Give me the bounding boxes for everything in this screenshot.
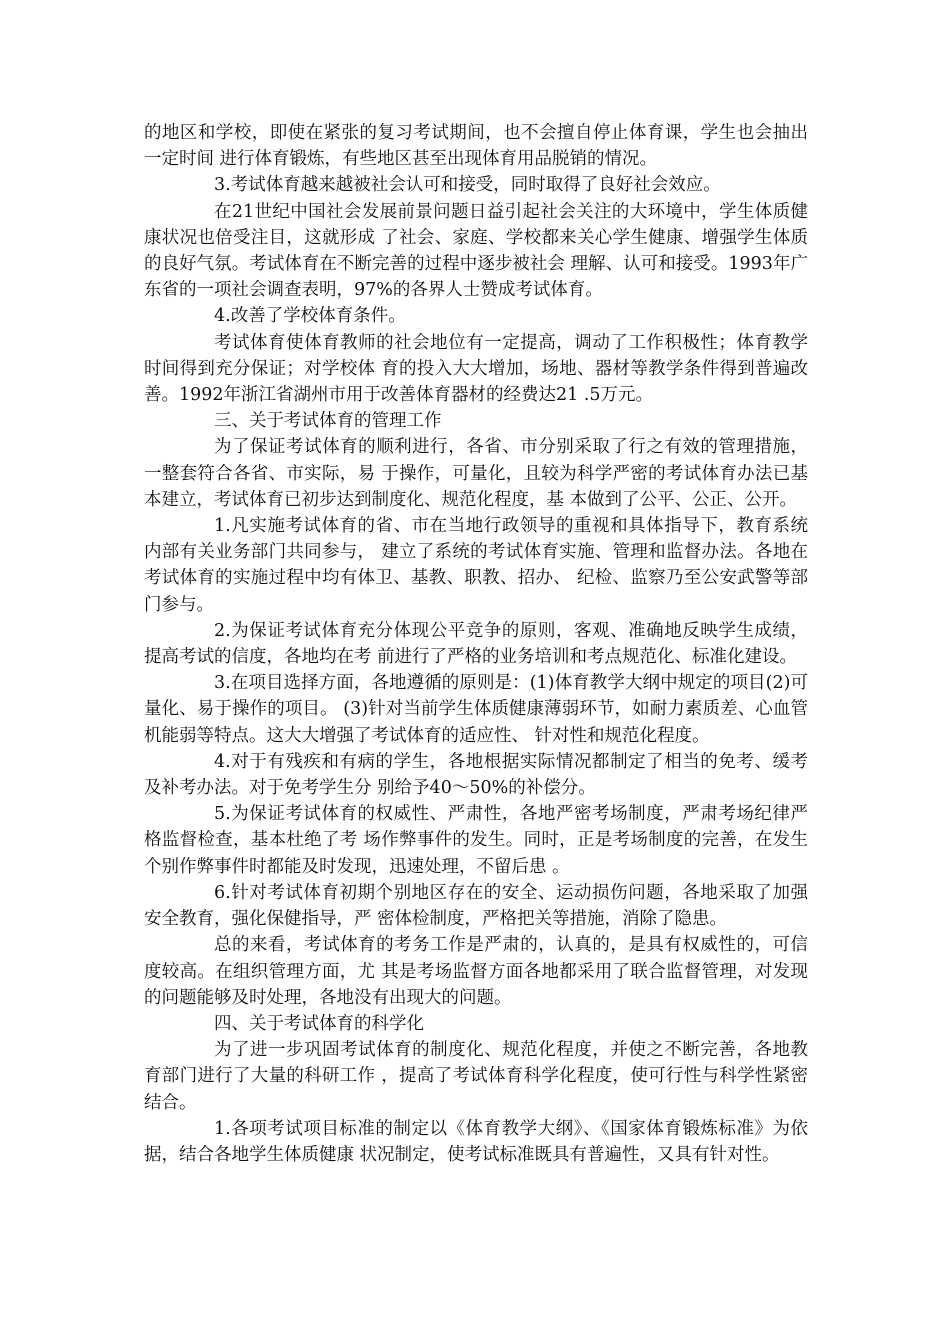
section-heading: 三、关于考试体育的管理工作 <box>214 411 442 432</box>
numbered-item: 2.为保证考试体育充分体现公平竞争的原则，客观、准确地反映学生成绩，提高考试的信度，各地均在考 前进行了严格的业务培训和考点规范化、标准化建设。 <box>144 620 808 668</box>
numbered-item: 4.对于有残疾和有病的学生，各地根据实际情况都制定了相当的免考、缓考及补考办法。对于免考学生分 别给予40～50%的补偿分。 <box>144 751 808 799</box>
numbered-item: 1.各项考试项目标准的制定以《体育教学大纲》、《国家体育锻炼标准》为依据，结合各地学生体质健康 状况制定，使考试标准既具有普遍性，又具有针对性。 <box>144 1118 808 1165</box>
body-paragraph: 总的来看，考试体育的考务工作是严肃的，认真的，是具有权威性的，可信度较高。在组织管理方面，尤 其是考场监督方面各地都采用了联合监督管理，对发现的问题能够及时处理，各地没有出现大的问题。 <box>144 935 808 1008</box>
numbered-item: 6.针对考试体育初期个别地区存在的安全、运动损伤问题，各地采取了加强安全教育，强化保健指导，严 密体检制度，严格把关等措施，消除了隐患。 <box>144 882 808 930</box>
body-paragraph: 为了保证考试体育的顺利进行，各省、市分别采取了行之有效的管理措施，一整套符合各省、市实际，易 于操作，可量化，且较为科学严密的考试体育办法已基本建立，考试体育已初步达到制度化、规范化程度，基 本做到了公平、公正、公开。 <box>144 437 808 510</box>
numbered-item: 5.为保证考试体育的权威性、严肃性，各地严密考场制度，严肃考场纪律严格监督检查，基本杜绝了考 场作弊事件的发生。同时，正是考场制度的完善，在发生个别作弊事件时都能及时发现，迅速处理，不留后患 。 <box>144 804 808 877</box>
document-page <box>144 120 808 1168</box>
section-heading: 四、关于考试体育的科学化 <box>214 1013 424 1034</box>
numbered-item: 3.在项目选择方面，各地遵循的原则是：(1)体育教学大纲中规定的项目(2)可量化、易于操作的项目。 (3)针对当前学生体质健康薄弱环节，如耐力素质差、心血管机能弱等特点。这大大增强了考试体育的适应性、 针对性和规范化程度。 <box>144 673 808 746</box>
body-paragraph: 在21世纪中国社会发展前景问题日益引起社会关注的大环境中，学生体质健康状况也倍受注目，这就形成 了社会、家庭、学校都来关心学生健康、增强学生体质的良好气氛。考试体育在不断完善的过程中逐步被社会 理解、认可和接受。1993年广东省的一项社会调查表明，97%的各界人士赞成考试体育。 <box>144 201 808 301</box>
numbered-item: 3.考试体育越来越被社会认可和接受，同时取得了良好社会效应。 <box>214 175 721 196</box>
body-paragraph: 的地区和学校，即使在紧张的复习考试期间，也不会擅自停止体育课，学生也会抽出一定时间 进行体育锻炼，有些地区甚至出现体育用品脱销的情况。 <box>144 123 808 170</box>
body-paragraph: 为了进一步巩固考试体育的制度化、规范化程度，并使之不断完善，各地教育部门进行了大量的科研工作 ，提高了考试体育科学化程度，使可行性与科学性紧密结合。 <box>144 1040 808 1113</box>
body-paragraph: 考试体育使体育教师的社会地位有一定提高，调动了工作积极性；体育教学时间得到充分保证；对学校体 育的投入大大增加，场地、器材等教学条件得到普遍改善。1992年浙江省湖州市用于改善体育器材的经费达21 .5万元。 <box>144 332 808 406</box>
numbered-item: 4.改善了学校体育条件。 <box>214 306 406 327</box>
numbered-item: 1.凡实施考试体育的省、市在当地行政领导的重视和具体指导下，教育系统内部有关业务部门共同参与， 建立了系统的考试体育实施、管理和监督办法。各地在考试体育的实施过程中均有体卫、基教、职教、招办、 纪检、监察乃至公安武警等部门参与。 <box>144 516 808 615</box>
